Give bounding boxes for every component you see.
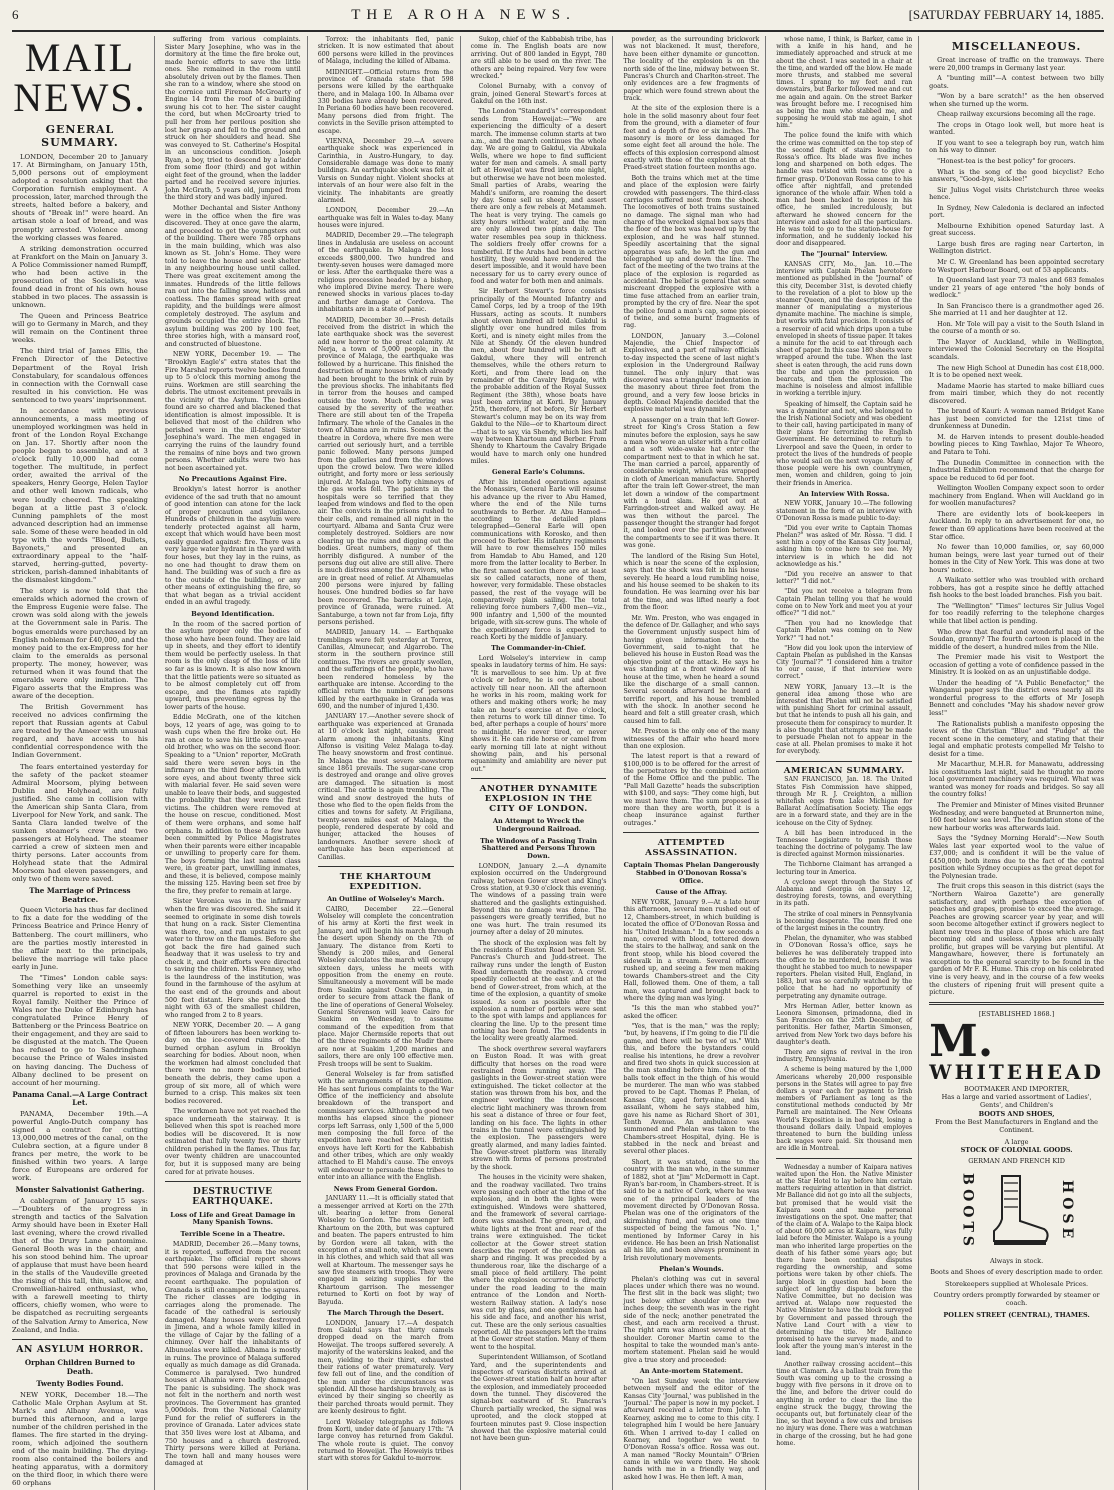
paragraph: KANSAS CITY, Mo., Jan. 10.—The interview with Captain Phelan heretofore mentioned as published in the "Journal" of this city, December 31st, is devoted chiefly to the revelation of a plot to blow up the steamer Queen, and the description of the manner of manipulating a mysterious dynamite machine. The machine is simple, but works with fatal precision. It consists of a reservoir of acid which drips upon a tube enveloped in sheets of tissue paper. It takes a minute for the acid to eat through each sheet of paper. In this case 180 sheets were wrapped around the tube. When the last sheet is eaten through, the acid runs down the tube and upon the percussion on bearcats, and then the explosion. The machine is noiseless and almost infallible in working a terrible injury. [776, 260, 913, 398]
paragraph: The fears entertained yesterday for the safety of the packet steamer Admiral Moorsom, plying between Dublin and Holyhead, are fully justified. She came in collision with the American ship Santa Clara, from Liverpool for New York, and sank. The Santa Clara landed twelve of the sunken steamer's crew and two passengers at Holyhead. The steamer carried a crew of sixteen men and thirty persons. Later accounts from Holyhead state that the Admiral Moorsom had eleven passengers, and only two of them were saved. [12, 762, 148, 884]
paragraph: suffering from various complaints. Sister Mary Josephine, who was in the dormitory at the time the fire broke out, made heroic efforts to save the little ones. She remained in the room until absolutely driven out by the flames. Then she ran to a window, where she stood on the cornice until Fireman McGroarty of Engine 14 from the roof of a building swung his cot to her. The sister caught the cord, but when McGroarty tried to pull her from her perilous position she lost her grasp and fell to the ground and struck on her shoulders and head. She was conveyed to St. Catherine's Hospital in an unconscious condition. Joseph Ryan, a boy, tried to descend by a ladder from some floor (third) and got within eight feet of the ground, when the ladder parted and he received severe injuries. John McGrath, 5 years old, jumped from the third story and was badly injured. [164, 35, 301, 202]
paragraph: whose name, I think, is Barker, came in with a knife in his hand, and he immediately approached and struck at me about the chest. I was seated in a chair at the time, and warded off the blow. He made more thrusts, and stabbed me several times. I sprang to my feet and ran downstairs, but Barker followed me and cut me again and again. On the street Barker was brought before me. I recognised him as being the man who stabbed me, and supposing he would stab me again, I shot him." [776, 36, 913, 130]
misc-item: What is the song of the good bicyclist? Echo answers, "Good-bye, sick-lee!" [929, 167, 1104, 184]
ad-address: POLLEN STREET (CENTRAL), THAMES. [943, 1310, 1090, 1319]
paragraph: MADRID, January 14. — Earthquake tremblings were felt yesterday at Torrox, Canillas, Almunecar, and Algarrobo. The storm in the southern province still continues. The rivers are greatly swollen, and the sufferings of the people, who have been rendered homeless by the earthquake are intense. According to the official return the number of persons killed by the earthquake in Granada was 690, and the number of injured 1,430. [317, 629, 454, 710]
ad-line: STOCK OF COLONIAL GOODS. [960, 1146, 1073, 1155]
paragraph: The Queen and Princess Beatrice will go to Germany in March, and they will remain on the Continent three weeks. [12, 312, 148, 345]
page-header [12, 0, 1104, 32]
paragraph: A striking demonstration occurred at Frankfort on the Main on January 3. A Police Commissioner named Rumpff, who had been active in the prosecution of the Socialists, was found dead in front of his own house stabbed in two places. The assassin is unknown. [12, 244, 148, 310]
subheading: The "Journal" Interview. [801, 250, 888, 259]
column-4 [471, 36, 614, 1490]
paragraph: MIDNIGHT.—Official returns from the province of Granada state that 598 persons were killed by the earthquake there, and in Malaga 100. In Albama over 330 bodies have already been recovered. In Periana 60 bodies have been recovered. Many persons died from fright. The convicts in the Seville prison attempted to escape. [317, 68, 454, 135]
misc-item: No fewer than 10,000 families, or, say 60,000 human beings, were last year turned out of their homes in the City of New York. This was done at two hours' notice. [929, 543, 1104, 574]
article-headline: DESTRUCTIVE EARTHQUAKE. [192, 1187, 274, 1208]
column-5 [623, 36, 766, 1490]
ad-line: Has a large and varied assortment of Ladies', Gents', and Children's [941, 1093, 1092, 1110]
paragraph: The shock of the explosion was felt by the residents of Euston Road between St. Pancras's Church and Judd-street. The railway runs under the length of Euston Road underneath the roadway. A crowd speedily collected at the east and at the bend of Gower-street, from which, at the time of the explosion, a quantity of smoke issued. As soon as possible after the explosion a number of porters were sent to the spot with lamps and appliances for clearing the line. Up to the present time nothing has been found. The residents in the locality were greatly alarmed. [470, 939, 607, 1043]
article-headline: ATTEMPTED ASSASSINATION. [645, 838, 738, 859]
subheading: The Windows of a Passing Train Shattered and Persons Thrown Down. [480, 836, 597, 861]
subheading: Beyond Identification. [191, 609, 275, 618]
misc-item: "Honest-tea is the best policy" for grocers. [937, 156, 1076, 165]
paragraph: The landlord of the Rising Sun Hotel, which is near the scene of the explosion, says that the shock was felt in his house severely. He heard a loud rumbling noise, and his house seemed to be shaken to its foundation. He was learning over his bar at the time, and was lifted nearly a foot from the floor. [623, 552, 760, 612]
article-headline: THE KHARTOUM EXPEDITION. [339, 871, 432, 892]
paragraph: "Is this the man who stabbed you?" asked the officer. [623, 1005, 760, 1020]
subheading: Phelan's Wounds. [659, 1265, 724, 1273]
column-1 [12, 36, 155, 1490]
paragraph: Brooklyn's latest horror is another evidence of the sad truth that no amount of good intention can atone for the lack of proper precaution and vigilance. Hundreds of children in the asylum were tenderly protected against all harm, except that which would have been most easily guarded against: fire. There was a very large water hydrant in the yard with four hoses, but they lay in the ruins, as no one had thought to draw them on hand. The building was of such a fire as to the outside of the building, or any other means of extinguishing the fire, so that what began as a trivial accident ended in an awful tragedy. [164, 485, 301, 607]
misc-item: Sir Julius Vogel visits Christchurch three weeks hence. [929, 185, 1104, 202]
paragraph: NEW YORK, December 19. — The "Brooklyn Eagle's" extra states that the Fire Marshal reports twelve bodies found up to 5 o'clock this morning among the ruins. Workmen are still searching the debris. The utmost excitement prevails in the vicinity of the Asylum. The bodies found are so charred and blackened that identification is almost impossible. It is believed that most of the children who perished were in the ill-fated Sister Josephina's ward. The men engaged in carrying the ruins of the laundry found the remains of nine boys and two grown persons. Whether adults were two has not been ascertained yet. [164, 350, 301, 472]
paragraph: Mrs Herman Adler, better known as Leonora Simonsen, primadonna, died in San Francisco on the 25th December, of peritonitis. Her father, Martin Simonsen, arrived from New York two days before his daughter's death. [776, 1002, 913, 1046]
paragraph: The strike of coal miners in Pennsylvania is becoming desperate. The men fired one of the largest mines in the country. [776, 910, 913, 932]
misc-item: Who drew that fearful and wonderful map of the Soudan, granny? The fourth cartoon is placed in the middle of the desert, a hundred miles from the Nile. [929, 627, 1104, 651]
paragraph: Mr. Wm. Preston, who was engaged in the defence of Dr. Gallagher, and who says the Government unjustly suspect him of having given information to the Government, said to-night that he believed his house in Euston Road was the objective point of the attack. He says he was standing at a front window of his house at the time, when he heard a sound like the discharge of a small cannon. Several seconds afterward he heard a terrific report, and his house trembled with the shock. In another second he heard and felt a still greater crash, which caused him to fall. [623, 614, 760, 725]
paragraph: A passenger on a train that left Gower-street for King's Cross Station a few minutes before the explosion, says he saw a man who wore an ulster with a fur collar and a soft wide-awake hat enter the compartment next to that in which he sat. The man carried a parcel, apparently of considerable weight, which was wrapped in cloth of American manufacture. Shortly after the train left Gower-street, the man let down a window of the compartment with a loud slam. He got out at Farringdon-street and walked away. He was then without the parcel. The passenger thought the stranger had forgot it, and looked over the partition between the compartments to see if it was there. It was gone. [623, 416, 760, 550]
paragraph: A bill has been introduced in the Tennessee Legislature to punish those teaching the doctrine of polygamy. The law is directed against Mormon missionaries. [776, 829, 913, 859]
misc-item: Says the "Sydney Morning Herald":—New South Wales last year exported wool to the value of £37,000; and is confident it will be the value of £450,000; both items due to the fact of the central position while Sydney occupies as the great depot for the Polynesian trade. [929, 834, 1104, 880]
subheading: Twenty Bodies Found. [36, 1379, 124, 1389]
column-2 [165, 36, 308, 1490]
ad-line: A large [1004, 1137, 1029, 1146]
paragraph: The story is now told that the emeralds which adorned the crown of the Empress Eugenie were false. The crown was sold along with the jewels at the Government sale in Paris. The bogus emeralds were purchased by an English nobleman for £40,000, and the money paid to the ex-Empress for her claim to the emeralds as personal property. The money, however, was returned when it was found that the emeralds were only imitation. The Figaro asserts that the Empress was aware of the deception. [12, 587, 148, 700]
paragraph: MADRID, December 26.—Many towns, it is reported, suffered from the recent earthquake. The official report shows that 590 persons were killed in the provinces of Malaga and Granada by the recent earthquake. The population of Granada is still encamped in the squares. The richer classes are lodging in carriages along the promenade. The facade of the cathedral is seriously damaged. Many houses were destroyed in Jimena, and a whole family killed in the village of Cajar by the falling of a chimney. Over half the inhabitants of Albunuelas were killed. Albama is mostly in ruins. The province of Malaga suffered equally as much damage as did Granada. Commerce is paralysed. Two hundred houses at Alhamia were badly damaged. The panic is subsiding. The shock was not felt in the northern and north west provinces. The Government has granted 5,000dols. from the National Calamity Fund for the relief of sufferers in the province of Granada. Later advices state that 350 lives were lost at Albama, and 750 houses and a church destroyed. Thirty persons were killed at Periana. The town hall and many houses were damaged at [164, 1240, 301, 1468]
paragraph: LONDON, January 2.—A dynamite explosion occurred on the Underground railway, between Gower street and King's Cross station, at 9.30 o'clock this evening. The windows of a passing train were shattered and the gaslights extinguished. Beyond this no damage was done. The passengers were greatly terrified, but no one was hurt. The train resumed its journey after a delay of 20 minutes. [470, 862, 607, 937]
paragraph: Queen Victoria has thus far declined to fix a date for the wedding of the Princess Beatrice and Prince Henry of Battenberg. The court milliners, who are the parties mostly interested in the affair next to the principals, believe the marriage will take place early in June. [12, 906, 148, 971]
paragraph: The Tichborne Claimant has arranged a lecturing tour in America. [776, 861, 913, 876]
paragraph: Mother Dechantal and Sister Anthony were in the office when the fire was discovered. They at once gave the alarm, and proceeded to get the youngsters out of the building. There were 785 orphans in the main building, which was also known as St. John's Home. They were told to leave the house and seek shelter in any neighbouring house until called. There was great excitement among the inmates. Hundreds of the little fellows ran out into the falling snow, hatless and coatless. The flames spread with great rapidity, and the buildings were almost completely destroyed. The asylum and grounds occupied the entire block. The asylum building was 200 by 100 feet, three stories high, with a mansard roof, and constructed of bluestone. [164, 204, 301, 348]
misc-item: The crops in Otago look well, but more heat is wanted. [929, 120, 1104, 137]
paragraph: The shock overthrew several wayfarers on Euston Road. It was with great difficulty that horses on the road were restrained from running away. The gaslights in the Gower-street station were extinguished. The ticket collector at the station was thrown from his box, and the engineer working the incandescent electric light machinery was thrown from his seat a distance of three or four feet, landing on his face. The lights in other trains in the tunnel were extinguished by the explosion. The passengers were greatly alarmed, and many ladies fainted. The Gower-street platform was literally strewn with forms of persons prostrated by the shock. [470, 1045, 607, 1171]
ad-business-name: WHITEHEAD [929, 1060, 1104, 1085]
paragraph: Mr. Preston is the only one of the many witnesses of the affair who heard more than one explosion. [623, 728, 760, 750]
misc-item: The "Wellington" "Times" lectures Sir Julius Vogel for too readily referring to the telephone charges while that libel action is pending. [929, 601, 1104, 625]
miscellaneous-list [929, 57, 1104, 997]
paragraph: NEW YORK, December 18.—The Catholic Male Orphan Asylum at St. Mark's and Albany Avenue, was burned this afternoon, and a large number of the children perished in the flames. The fire started in the drying-room, which adjoined the southern end of the main building. The drying-room also contained the boilers and heating apparatus, with a dormitory on the third floor, in which there were 60 orphans [12, 1390, 148, 1488]
ad-line: Storekeepers supplied at Wholesale Prices. [945, 1279, 1089, 1288]
misc-item: In Queensland last year 73 males and 683 females under 21 years of age entered "the holy bonds of wedlock." [929, 276, 1104, 300]
ad-trade: BOOTMAKER AND IMPORTER, [963, 1085, 1070, 1094]
ad-line: From the Best Manufacturers in England and the Continent. [935, 1117, 1099, 1134]
misc-item: In Sydney, New Caledonia is declared an infected port. [929, 203, 1104, 220]
misc-item: The fruit crops this season in this district (says the "Northern Wairoa Gazette") are generally satisfactory, and with perhaps the exception of peaches and grapes, promise to exceed the average. Peaches are growing scarcer year by year, and will soon become altogether extinct if growers neglect to plant new trees in the place of those which are fast becoming old and useless. Apples are unusually prolific, but grapes will be varying but plentiful. At Mangawhare, however, there is fortunately an exception to the general scarcity to be found in the garden of Mr F. R. Hume. This crop on his celebrated vine is very heavy, and in the course of a few weeks the clusters of ripening fruit will present quite a picture. [929, 882, 1104, 997]
article-headline: ANOTHER DYNAMITE EXPLOSION IN THE CITY OF LONDON. [479, 784, 598, 815]
paragraph: A scheme is being matured by the 1,000 Americans whereby 20,000 responsible persons in the States will agree to pay five dollars a year each for payment to Irish members of Parliament as long as the constitutional methods conducted by Mr Parnell are maintained. The New Orleans World's Exposition is in bad luck, losing a thousand dollars daily. Unpaid employes threatened to burn the building unless back wages were paid. Six thousand men are idle in Montreal. [776, 1066, 913, 1153]
subheading: The Marriage of Princess Beatrice. [29, 886, 131, 904]
ad-line: Country orders promptly forwarded by steamer or coach. [933, 1290, 1100, 1307]
misc-item: Cheap railway excursions becoming all the rage. [937, 110, 1096, 119]
paragraph: Colonel Burnaby, with a convoy of grain, joined General Stewart's forces at Gakdul on the 16th inst. [470, 83, 607, 105]
paragraph: PANAMA, December 19th.—A powerful Anglo-Dutch company has signed a contract for cutting 13,000,000 metres of the canal, on the Culebra section, at a figure under 8 francs per metre, the work to be finished within two years. A large force of Europeans are ordered for work. [12, 1109, 148, 1183]
column-3 [318, 36, 461, 1490]
paragraph: A cablegram of January 15 says:—"Doubters of the progress in strength and tactics of the Salvation Army should have been in Exeter Hall last evening, where the crowd rivalled that of the Drury Lane pantomime. General Booth was in the chair, and his son stood behind him. The uproar of applause that must have been heard in the stalls of the Vaudeville greeted the rising of this tall, thin, sallow, and Cromwellian-haired enthusiast, who, with a farewell meeting to thirty officers, chiefly women, who were to be dispatched as recruiting sergeants of the Salvation Army to America, New Zealand, and India. [12, 1196, 148, 1334]
divider [776, 761, 912, 762]
divider [471, 778, 607, 779]
boots-illustration [929, 1171, 1104, 1251]
divider [776, 1158, 912, 1159]
misc-item: Mr C. W. Greenland has been appointed secretary to Westport Harbour Board, out of 53 applicants. [929, 258, 1104, 274]
paragraph: Phelan, the dynamiter, who was stabbed in O'Donovan Rossa's office, says he believes he was deliberately trapped into the office to be murdered, because it was thought he stabbed too much to newspaper reporters. Phelan visited Hull, England, in 1883, but was so carefully watched by the police that he had no opportunity of perpetrating any dynamite outrage. [776, 935, 913, 1000]
paragraph: "Did you not receive a telegram from Captain Phelan telling you that he would come on to New York and meet you at your office?" "I did not." [776, 588, 913, 617]
paragraph: Speaking of himself, the Captain said he was a dynamiter and not, who belonged to the Irish National Society and was obedient to their call, having participated in many of their plans for terrorizing the English Government. He determined to return to Liverpool and save the Queen, in order to protect the lives of the hundreds of people who would sail on the next voyage. Many of those people were his own countrymen, men, women and children, going to join their friends in America. [776, 400, 913, 487]
paragraph: NEW YORK, January 13.—It is the general idea among those who are interested that Phelan will not be satisfied with punishing Short for criminal assault, but that he intends to push all his gain, and prosecute them for conspiracy to murder. It is also thought that attempts may be made to persuade Phelan not to appear in the case at all. Phelan promises to make it hot for everybody. [776, 683, 913, 756]
newspaper-title: THE AROHA NEWS. [351, 6, 576, 23]
paragraph: After his intended operations against the Monassirs, General Earle will resume his advance up the river to Abu Hamed, where the end of the Nile turns southwards to Berber. At Abu Hamed—according to the detailed plans telegraphed—General Earle will open communications with Korosko, and then proceed to Berber. His infantry regiments will have to row themselves 150 miles from Hamdab to Abu Hamed, and 120 more from the latter locality to Berber. In the first named section there are at least six so called cataracts, none of them, however, very formidable. These obstacles passed, the rest of the voyage will be comparatively plain sailing. The total relieving force numbers 7,400 men—viz., 900 infantry and 1,500 of the mounted brigade, with six-screw guns. The whole of the expeditionary force is expected to reach Korti by the middle of January. [470, 479, 607, 641]
paragraph: Lord Wolseley's interview in camp speaks in laudatory terms of him. He says: "It is marvellous to see him. Up at five o'clock or before, he is out and about actively till near noon. All the afternoon he works in his room, making work for others and making others work; he may take an hour's exercise at five o'clock, then returns to work till dinner time. To bed, after perhaps a couple of hours' more to midnight. He never tired, or never shows it. He can ride horse or camel from early morning till late at night without showing pain, and his personal equanimity and amiability are never put out." [470, 655, 607, 773]
paragraph: The workmen have not yet reached the space underneath the stairway. It is believed when this spot is reached more bodies will be discovered. It is now estimated that fully twenty five or thirty children perished in the flames. Thus far, over twenty children are unaccounted for, but it is supposed many are being cared for at private houses. [164, 1107, 301, 1176]
ad-initial: M. [929, 1015, 994, 1067]
paragraph: In the room of the sacred portion of the asylum proper only the bodies of those who have been found. They are laid up in sheets, and they effort to identify them would be perfectly useless. In that room is the only clasp of the loss of life so far as is known. It is also now known that the little patients were so situated as to be almost completely cut off from escape, and the flames ate rapidly upward, thus preventing egress by the lower parts of the house. [164, 619, 301, 711]
paragraph: At the site of the explosion there is a hole in the solid masonry about four feet from the ground, with a diameter of four feet and a depth of five or six inches. The masonry is more or less damaged for some eight feet all around the hole. The effects of this explosion correspond almost exactly with those of the explosion at the Praed-street station fourteen months ago. [623, 105, 760, 172]
paragraph: LONDON, January 17.—A despatch from Gakdul says that thirty camels dropped dead on the march from Howeijat. The troops suffered severely. A majority of the waterskins leaked, and the men, yielding to their thirst, exhausted their rations of water prematurely. Very few fell out of line, and the condition of the men under the circumstances was splendid. All those hardships bravely, as is evinced by their singing so cheerily as their parched throats would permit. They are keenly desirous to fight. [317, 1319, 454, 1416]
paragraph: LONDON, December 29.—An earthquake was felt in Wales to-day. Many houses were injured. [317, 207, 454, 229]
ad-hose-label: HOSE [1059, 1180, 1076, 1243]
subheading: An Ante-mortem Statement. [639, 1367, 744, 1376]
paragraph: Lord Wolseley telegraphs as follows from Korti, under date of January 17th: "A large convoy has returned from Gakdul. The whole route is quiet. The convoy returned to Howeijat. The Howeiyis tribes start with stores for Gakdul to-morrow. [317, 1418, 454, 1463]
subheading: Monster Salvationist Gathering. [15, 1185, 145, 1195]
misc-item: A "bunting mill"—A contest between two billy goats. [929, 74, 1104, 90]
misc-item: Large bush fires are raging near Carterton, in Wellington district. [929, 239, 1104, 256]
paragraph: JANUARY 11.—It is officially stated that a messenger arrived at Korti on the 27th ult. bearing a letter from General Wolseley to Gordon. The messenger left Khartoum on the 20th, but was captured and beaten. The papers entrusted to him by Gordon were all taken, with the exception of a small note, which was sewn in his clothes, and which said that all was well at Khartoum. The messenger says he saw five steamers with troops. They were engaged in seizing supplies for the Khartoum garrison. The messenger returned to Korti on foot by way of Bayuda. [317, 1195, 454, 1306]
paragraph: General Wolseley is far from satisfied with the arrangements of the expedition. He has sent furious complaints to the War Office of the inefficiency and absolute breakdown of the transport and commissary services. Although a good two months has elapsed since the pioneer corps left Sarrass, only 1,500 of the 5,000 men composing the full force of the expedition have reached Korti. British envoys have left Korti for the Kabbabish and other tribes, which are only weakly attached to El Mahdi's cause. The envoys will endeavour to persuade these tribes to enter into an alliance with the English. [317, 1070, 454, 1182]
paragraph: MADRID, December 30.—Fresh details received from the district in which the late earthquake shock was the severest add new horror to the great calamity. At Nerja, a town of 5,000 people, in the province of Malaga, the earthquake was followed by a hurricane. This finished the destruction of many houses which already had been brought to the brink of ruin by the previous shocks. The inhabitants fled in terror from the houses and camped outside the town. Much suffering was caused by the severity of the weather. There are still about ten of the Trapeña Infirmary. The whole of the Canales in the town of Albama are in ruins. Scenes at the theatre in Cordova, where five men were carried out seriously hurt, and a terrible panic followed. Many persons jumped from the galleries and from the windows upon the crowd below. Two were killed outright, and forty more or less seriously injured. At Malaga two lofty chimneys of the gas works fell. The patients in the hospitals were so terrified that they leaped from windows and fled to the open air. The convicts in the prisons rushed to their cells, and remained all night in the courtyard. Albama and Santa Cruz were completely destroyed. Soldiers are now clearing up the ruins and digging out the bodies. Great numbers, many of them horribly disfigured. A number of the persons dug out alive are still alive. There is much distress among the survivors, who are in great need of relief. At Alhamuelas 200 persons were injured by falling houses. One hundred bodies so far have been recovered. The barracks at Loja, province of Granada, were ruined. At Santaburge, a town not far from Loja, fifty persons perished. [317, 316, 454, 626]
misc-item: In San Francisco there is a grandmother aged 26. She married at 11 and her daughter at 12. [929, 301, 1104, 318]
paragraph: JANUARY 17.—Another severe shock of earthquake was experienced at Granada at 10 o'clock last night, causing great alarm among the inhabitants. King Alfonso is visiting Velez Malaga to-day. The heavy snowstorm and frost continue. In Malaga the most severe snowstorm since 1861 prevails. The sugar-cane crop is destroyed and orange and olive groves are damaged. The situation is most critical. The cattle is again trembling. The wind and snow destroyed the huts of those who fled to the open fields from the cities and towns for safety. At Frigiliana, twenty-seven miles east of Malaga, the people, rendered desperate by cold and hunger, attacked the houses of landowners. Another severe shock of earthquake has been experienced at Canillas. [317, 713, 454, 861]
section-heading: GENERAL SUMMARY. [41, 123, 119, 149]
misc-item: Great increase of traffic on the tramways. There were 20,000 tramps in Germany last year. [929, 55, 1104, 72]
paragraph: The British Government has received no advices confirming the report that Russian agents at Cabul are treated by the Ameer with unusual regard, and have access to his confidential correspondence with the Indian Government. [12, 703, 148, 760]
paragraph: Phelan's clothing was cut in several places under which there was no wound. The first slit in the back was slight; two just below either shoulder were two inches deep; the seventh was in the right side of the neck; another penetrated the chest, and each arm received a thrust. The right arm was almost severed at the shoulder. Coroner Martin came to the hospital to take the wounded man's ante-mortem statement. Phelan said he would give a true story and proceeded: [623, 1275, 760, 1364]
subheading: Panama Canal.—A Large Contract Let. [12, 1089, 148, 1108]
misc-item: If you want to see a telegraph boy run, watch him on his way to dinner. [929, 138, 1104, 155]
article-headline: AMERICAN SUMMARY. [783, 765, 905, 776]
paragraph: "Did you receive an answer to that letter?" "I did not." [776, 571, 913, 586]
paragraph: Eddie McGrath, one of the kitchen boys, 12 years of age, was going to to wash cups when the fire broke out. He ran at once to save his little seven-year-old brother, who was on the second floor. Speaking to a "Union" reporter, McGrath said there were seven boys in the infirmary on the third floor afflicted with sore eyes, and about twenty three sick with malarial fever. He said seven were unable to leave their beds, and suggested the probability that they were the first victims. The children were removed at the house on rescue, conditioned. Most of them were orphans, and some half orphans. In addition to these a few have been committed by Police Magistrates when their parents were either incapable or unwilling to properly care for them. The boys forming the last named class were, in greater part, unwilling inmates, and these, it is believed, compose mainly the missing 125. Having been set free by the fire, they prefer to remain at large. [164, 713, 301, 895]
paragraph: The latest report is that a reward of $100,000 is to be offered for the arrest of the perpetrators by the combined action of the Home Office and the public. The "Pall Mall Gazette" heads the subscription with $100, and says: "They come high, but we must have them. The sum proposed is more than they are worth, but it is a cheap insurance against further outrages." [623, 753, 760, 827]
misc-item: Hon. Mr Tole will pay a visit to the South Island in the course of a month or so. [929, 319, 1104, 336]
subheading: Captain Thomas Phelan Dangerously Stabbed in O'Donovan Rossa's Office. [623, 861, 760, 885]
ad-established: [ESTABLISHED 1868.] [978, 1009, 1055, 1018]
divider [165, 1181, 301, 1182]
ad-line: BOOTS AND SHOES, [978, 1109, 1055, 1118]
paragraph: Superintendent Williamson, of Scotland Yard, and the superintendents and inspectors of various districts arrived at the Gower-street station half an hour after the explosion, and immediately proceeded down the tunnel. They discovered the signal-box eastward of St. Pancras's Church partially wrecked, the signal was uprooted, and the clock stopped at fourteen minutes past 9. Close inspection showed that the explosive material could not have been gun- [470, 1354, 607, 1443]
subheading: An Attempt to Wreck the Underground Railroad. [492, 817, 585, 833]
paragraph: Both the trains which met at the time and place of the explosion were fairly crowded with passengers. The third-class carriages suffered most from the shock. The locomotives of both trains sustained no damage. The signal man who had charge of the wrecked signal box says that the floor of the box was heaved up by the explosion, and he was half stunned. Speedily ascertaining that the signal apparatus was safe, he left the gun and telegraphed up and down the line. The fact of the meeting of the two trains at the place of the explosion is regarded as accidental. The belief is general that some miscreant dropped the explosive with a time fuse attached from an earlier train, prompted by the cry of fire. Near the spot the police found a man's cap, some pieces of twine, and some burnt fragments of rag. [623, 174, 760, 330]
divider [12, 1339, 148, 1340]
ad-line: Boots and Shoes of every description made to order. [930, 1268, 1103, 1277]
whitehead-advertisement [929, 1010, 1104, 1319]
paragraph: Another railway crossing accident—this time at Clamarn. As a ballast train from the South was coming up to the crossing a buggy with five persons in it drove on to the line, and before the driver could do anything in order to clear the line the engine struck the buggy, throwing the occupants out, but fortunately clear of the line, so that beyond a few cuts and bruises no injury was done. There was a watchman in charge of the crossing, but he had gone home. [776, 1360, 913, 1447]
page-number: 6 [12, 7, 19, 22]
column-6 [776, 36, 919, 1490]
misc-item: There are evidently lots of book-keepers in Auckland. In reply to an advertisement for one, no fewer than 69 applications have been received at the Star office. [929, 509, 1104, 541]
paragraph: NEW YORK, January 9.—At a late hour this afternoon, several men rushed out of 12, Chambers-street, in which building is located the office of O'Donovan Rossa and his "United Irishman." In a few seconds a man, covered with blood, tottered down the stairs to the hallway, and sank on the front stoop, while his blood covered the sidewalk in a stream. Several officers rushed up, and seeing a few men making towards Chambers-street and the City Hall, followed them. One of them, a tall man, was captured and brought back to where the dying man was lying. [623, 899, 760, 1002]
column-7 [929, 36, 1104, 1490]
paragraph: Sir Herbert Stewart's force consists principally of the Mounted Infantry and Camel Corps, led by a troop of the 19th Hussars, acting as scouts. It numbers about eleven hundred all told. Gakdul is slightly over one hundred miles from Korti, and is ninety eight miles from the Nile at Shendy. Of the eleven hundred men, about four hundred will be left at Gakdul, where they will entrench themselves, while the others return to Korti, and from there lead on the remainder of the Cavalry Brigade, with the probable addition of the Royal Sussex Regiment (the 38th), whose boats have just been arriving at Korti. By January 25th, therefore, if not before, Sir Herbert Stewart's column may be on its way from Gakdul to the Nile—or to Khartoum direct—that is to say, via Shendy, which lies half way between Khartoum and Berber. From Shendy to Khartoum the Cavalry Brigade would have to march only one hundred miles. [470, 288, 607, 465]
misc-item: The Premier and Minister of Mines visited Brunner Wednesday, and were banqueted at Brunnerton mine, 160 feet below sea level. The foundation stone of the new harbour works was afterwards laid. [929, 801, 1104, 832]
paragraph: The London "Standard's" correspondent sends from Howeijat:—"We are experiencing the difficulty of a desert march. The immense column starts at two a.m., and the march continues the whole day. We are going to Gakdul, via Abukala Wells, where we hope to find sufficient water for men and camels. A small party left at Howeijat was fired into one night, but otherwise we have not been molested. Small parties of Arabs, wearing the Mahdi's uniform, are roaming the desert by day. Some sell us sheep, and assert there are only a few rebels at Metammeh. The heat is very trying. The camels go sixty hours without water, and the men are only allowed two pints daily. The water resembles pea soup in thickness. The soldiers freely offer crowns for a tumberful. If the Arabs had been in active hostility, they would have rendered the desert impossible, and it would have been necessary for us to carry every ounce of food and water for both men and animals. [470, 108, 607, 285]
ad-boots-label: BOOTS [959, 1172, 976, 1250]
paragraph: "Yes, that is the man," was the reply; "but, by heavens, if I'm going to die I'll die game, and there will be two of us." With this, and before the bystanders could realise his intentions, he drew a revolver and fired two shots in quick succession at the man standing before him. One of the balls took effect in the thigh of his would be murderer. The man who was stabbed proved to be Capt. Thomas P. Phelan, of Kansas City, aged forty-nine, and his assailant, whom he says stabbed him, gave his name as Richard Short of 301, Tenth Avenue. An ambulance was summoned and Phelan was taken to the Chambers-street Hospital, dying. He is stabbed in the neck and breast and several other places. [623, 1023, 760, 1156]
misc-item: The new High School at Dunedin has cost £18,000. It is to be opened next week. [929, 363, 1104, 380]
paragraph: The third trial of James Ellis, the French Director of the Detective Department of the Royal Irish Constabulary, for scandalous offences in connection with the Cornwall case resulted in his conviction. He was sentenced to two years' imprisonment. [12, 347, 148, 404]
issue-date: [SATURDAY FEBRUARY 14, 1885. [908, 7, 1104, 22]
paragraph: SAN FRANCISCO, Jan. 18. The United States Fish Commission have shipped, through Mr R. J. Creighton, a million whitefish eggs from Lake Michigan for Ballarat Acclimatisation Society. The eggs are in a forward state, and they are in the icehouse on the City of Sydney. [776, 776, 913, 827]
divider [623, 832, 759, 833]
paragraph: The "Times" London cable says: Something very like an unseemly quarrel is reported to exist in the Royal family. Neither the Prince of Wales nor the Duke of Edinburgh has congratulated Prince Henry of Battenberg or the Princess Beatrice on their engagement, and they are said to be disgusted at the match. The Queen has refused to go to Sandringham because the Prince of Wales insisted on having dancing. The Duchess of Albany declined to be present on account of her mourning. [12, 973, 148, 1087]
paragraph: In accordance with previous announcements, a mass meeting of unemployed workingmen was held in front of the London Royal Exchange on Jan. 17. Shortly after noon the people began to assemble, and at 3 o'clock fully 10,000 had come together. The multitude, in perfect order, awaited the arrival of the speakers, Henry George, Helen Taylor and other well known radicals, who were loudly cheered. The speaking began at a little past 3 o'clock. Cunning pamphlets of the most advanced description had an immense sale. Some of these were headed in old type with the words "Blood, Bullets, Bayonets," and presented an extraordinary appeal to the "half-starved, herring-gutted, poverty-stricken, parish-damned inhabitants of the dismalest kingdom." [12, 406, 148, 585]
paragraph: The police found the knife with which the crime was committed on the top step of the second flight of stairs leading to Rossa's office. Its blade was five inches long and sharpened on both edges. The handle was twisted with twine to give a firmer grasp. O'Donovan Rossa came to his office after nightfall, and pretended ignorance of the whole affair. When told a man had been hacked to pieces in his office, he smiled incredulously, but afterward he showed concern for the interview and asked for all the particulars. He was told to go to the station-house for information, and he suddenly locked his door and disappeared. [776, 132, 913, 248]
subheading: Loss of Life and Great Damage in Many Spanish Towns. [170, 1210, 296, 1227]
paragraph: "Then you had no knowledge that Captain Phelan was coming on to New York?" "I had not." [776, 620, 913, 642]
paragraph: There are signs of revival in the iron industry, Pennsylvania. [776, 1048, 913, 1064]
misc-item: "Won by a bare scratch!" as the hen observed when she turned up the worm. [929, 92, 1104, 108]
misc-item: The brand of Kauri: A woman named Bridget Kane has just been convicted for the 121st time of drunkenness at Dunedin. [929, 407, 1104, 431]
paragraph: A cyclone swept through the States of Alabama and Georgia on January 12, destroying forests, towns, and everything in its path. [776, 878, 913, 908]
article-headline: AN ASYLUM HORROR. [16, 1343, 144, 1355]
misc-item: Wellington Woollen Company expect soon to order machinery from England. When will Auckland go in for woollen manufactures? [929, 484, 1104, 508]
paragraph: Sister Veronica was in the infirmary when the fire was discovered. She said it seemed to originate in some dish towels that hung on a rack. Sister Clementina was there, too, and ran upstairs to get water to throw on the flames. Before she got back the fire had gained such headway that it was useless to try and check it, and their efforts were directed to saving the children. Miss Fenney, who is the laundress of the institution, was found in the farmhouse of the asylum at the east end of the grounds and about 500 feet distant. Here she passed the night with 63 of the smallest children, who ranged from 2 to 8 years. [164, 897, 301, 1019]
ad-line: Always in stock. [990, 1257, 1044, 1266]
divider [929, 1002, 1104, 1005]
columns [12, 35, 1104, 1488]
misc-item: M. de Harven intends to present double-headed bowling pieces to King Tawhiao, Major Te Wheoro, and Patara te Tohi. [929, 432, 1104, 457]
paragraph: Torrox: the inhabitants fled, panic stricken. It is now estimated that about 600 persons were killed in the provinces of Malaga, including the killed of Albama. [317, 36, 454, 66]
ad-line: GERMAN AND FRENCH KID [968, 1157, 1065, 1166]
paragraph: NEW YORK, January 10.—The following statement in the form of an interview with O'Donovan Rossa is made public to-day: [776, 500, 913, 522]
section-heading: MISCELLANEOUS. [951, 40, 1082, 53]
misc-item: The Rationalists publish a manifesto opposing the views of the Christian "Blue" and "Fudge" at the recent scene in the cemetery, and stating that their legal and emphatic protests compelled Mr Telsho to desist for a time. [929, 719, 1104, 758]
subheading: Orphan Children Burned to Death. [24, 1358, 135, 1376]
paragraph: "On last Sunday week the interview between myself and the editor of the Kansas City 'Journal,' was published in the 'Journal.' The paper is now in my pocket. I afterward received a letter from John T. Kearney, asking me to come to this city. I telegraphed him I would be here January 6th. When I arrived to-day I called on Kearney, and together we went to O'Donovan Rossa's office. Rossa was out. A man named "Rocky Mountain" O'Brien came in while we were there. He shook hands with me in a friendly way, and asked how I was. He then left. A man, [623, 1377, 760, 1481]
paragraph: CAIRO, December 22.—General Wolseley will complete the concentration of his army at Korti the first week in January, and will begin his march through the desert upon Shendy on the 7th of January. The distance from Korti to Shendy is 200 miles, and General Wolseley calculates the march will occupy sixteen days, unless he meets with opposition from the enemy en route. Simultaneously a movement will be made from Suakim against Osman Digna, in order to secure from attack the flank of the line of operations of General Wolseley. General Stevenson will leave Cairo for Suakim on Wednesday, to assume command of the expedition from that place. Major Chermside reports that out of the three regiments of the Mudir there are now at Suakim 1,200 marines and sailors, there are only 100 effective men. Fresh troops will be sent to Suakim. [317, 905, 454, 1068]
paragraph: MADRID, December 29.—The telegraph lines in Andalusia are useless on account of the earthquake. In Malaga the loss exceeds $800,000. Two hundred and twenty-seven houses were damaged more or less. After the earthquake there was a religious procession headed by a bishop, who implored Divine mercy. There were renewed shocks in various places to-day and further damage at Cordova. The inhabitants are in a state of panic. [317, 232, 454, 314]
subheading: No Precautions Against Fire. [178, 475, 287, 484]
subheading: News From General Gordon. [333, 1184, 438, 1193]
paragraph: VIENNA, December 29.—A severe earthquake shock was experienced in Carinthia, in Austro-Hungary, to day. Considerable damage was done to many buildings. An earthquake shock was felt at Varsis on Sunday night. Violent shocks at intervals of an hour were also felt in the vicinity. The inhabitants are greatly alarmed. [317, 137, 454, 204]
subheading: An Interview With Rossa. [799, 489, 890, 498]
subheading: The March Through the Desert. [327, 1308, 444, 1317]
paragraph: Wednesday a number of Kaipara natives waited upon the Hon. the Native Minister at the Star Hotel to lay before him certain matters requiring attention in that district. Mr Ballance did not go into all the subjects, but promised that he would visit the Kaipara soon and make personal investigations on the spot. One matter, that of the claim of A. Walapo to the Kaipa block of about 60,000 acres at Kaipara, was fully laid before the Minister. Walapo is a young man who inherited large properties on the death of his father some years ago; but there have been continual disputes regarding the ownership, and some portions were taken by other chiefs. The large block in question had been the subject of lengthy dispute before the Native Committee, but no decision was arrived at. Walapo now requested the Native Minister to have the block surveyed by Government and passed through the Native Land Court with a view to determining the title. Mr Ballance promised to have the survey made, and to look after the young man's interest in the land. [776, 1163, 913, 1358]
paragraph: NEW YORK, December 20. — A gang of fifteen labourers has been working to-day on the ice-covered ruins of the burned orphan asylum in Brooklyn searching for bodies. About noon, when the workmen had almost concluded that there were no more bodies buried beneath the debris, they came upon a group of six more, all of which were burned to a crisp. This makes six teen bodies recovered. [164, 1021, 301, 1105]
subheading: Cause of the Affray. [655, 888, 728, 897]
misc-item: Melbourne Exhibition opened Saturday last. A great success. [929, 221, 1104, 238]
paragraph: LONDON, January 3.—Colonel Majendie, the Chief Inspector of Explosives, and a part of railway officials to-day inspected the scene of last night's explosion in the Underground Railway tunnel. The only injury that was discovered was a triangular indentation in the masonry about three feet from the ground, and a very few loose bricks in depth. Colonel Majendie decided that the explosive material was dynamite. [623, 332, 760, 414]
subheading: Terrible Scene in a Theatre. [180, 1230, 286, 1239]
paragraph: LONDON, December 20 to January 17. At Birmingham, on January 15th, 5,000 persons out of employment adopted a resolution asking that the Corporation furnish employment. A procession, later, marched through the streets, halted before a bakery, and shouts of "Break in!" were heard. An artisan stole a loaf of bread, and was promptly arrested. Violence among the working classes was feared. [12, 152, 148, 242]
misc-item: The Premier made his visit to Westport the occasion of getting a vote of confidence passed in the Ministry. It is looked on as an unjustifiable dodge. [929, 653, 1104, 677]
subheading: The Commander-in-Chief. [491, 644, 586, 653]
misc-item: The Mayor of Auckland, while in Wellington, interviewed the Colonial Secretary on the Hospital scandals. [929, 337, 1104, 362]
mail-news-masthead: MAIL NEWS. [13, 35, 147, 120]
paragraph: "How did you look upon the interview of Captain Phelan as published in the Kansas City 'Journal'?" "I considered him a traitor to our cause, if that interview were correct." [776, 644, 913, 681]
paragraph: powder, as the surrounding brickwork was not blackened. It must, therefore, have been either dynamite or guncotton. The locality of the explosion is on the north side of the line, midway between St. Pancras's Church and Charlton-street. The only evidences are a few fragments of paper which were found strewn about the track. [623, 36, 760, 102]
misc-item: The Dunedin Committee in connection with the Industrial Exhibition recommend that the charge for space be reduced to 6d per foot. [929, 458, 1104, 482]
boot-icon [982, 1171, 1052, 1251]
misc-item: Under the heading of "A Public Benefactor," the Wanganui paper says the district owes nearly all its wonderful progress to the efforts of Mr Joseph Bennett and concludes "May his shadow never grow less!" [929, 678, 1104, 717]
divider [318, 866, 454, 867]
paragraph: The houses in the vicinity were shaken, and the roadway vacillated. Two trains were passing each other at the time of the explosion, and in both the lights were extinguished. Windows were shattered, and the framework of several carriage-doors was smashed. The green, red, and white lights at the front and rear of the trains were extinguished. The ticket collector at the Gower street station describes the report of the explosion as sharp and ringing. It was preceded by a thunderous roar, like the discharge of a small piece of field artillery. The point where the explosion occurred is directly under the road leading to the main entrance of the London and North-western Railway station. A lady's nose was cut by glass, and one gentleman had his side and face, and another his wrist, cut. These are the only serious casualties reported. All the passengers left the trains at the Gower street station. Many of them went to the hospital. [470, 1174, 607, 1351]
misc-item: A Waikato settler who was troubled with orchard robbers, has got a respite since he deftly attached fish hooks to the best loaded branches. Fish you bait. [929, 576, 1104, 600]
paragraph: "Did you ever write to Captain Thomas Phelan?" was asked of Mr. Rossa. "I did. I sent him a copy of the Kansas City Journal, asking him to come here to see me. My interview is in which he did not acknowledge as his." [776, 524, 913, 568]
misc-item: Madame Maorie has started to make billiard cues from mairi timber, which they do not recently discovered. [929, 381, 1104, 405]
paragraph: Short, it was stated, came to the country with the man who, in the summer of 1882, shot at "Jim" McDermott in Capt. Ryan's bar-room, in Chambers-street. It is said to be a native of Cork, where he was one of the principal leaders of the movement directed by O'Donovan Rossa. Phelan was one of the originators of the skirmishing fund, and was at one time suspected of being the famous "No. 1," mentioned by Informer Carey in his evidence. He has been an Irish Nationalist all his life, and been always prominent in Irish revolutionary movements. [623, 1158, 760, 1262]
paragraph: Sukop, chief of the Kabbabish tribe, has come in. The English boats are now arriving. Out of 800 landed in Egypt, 780 are still able to be used on the river. The others are being repaired. Very few were wrecked." [470, 36, 607, 80]
misc-item: Mr Macarthur, M.H.R. for Manawatu, addressing his constituents last night, said he thought no more local government machinery was required. What was wanted was money for roads and bridges. So say all the country folks! [929, 760, 1104, 799]
subheading: General Earle's Columns. [492, 468, 585, 477]
subheading: An Outline of Wolseley's March. [327, 895, 445, 903]
